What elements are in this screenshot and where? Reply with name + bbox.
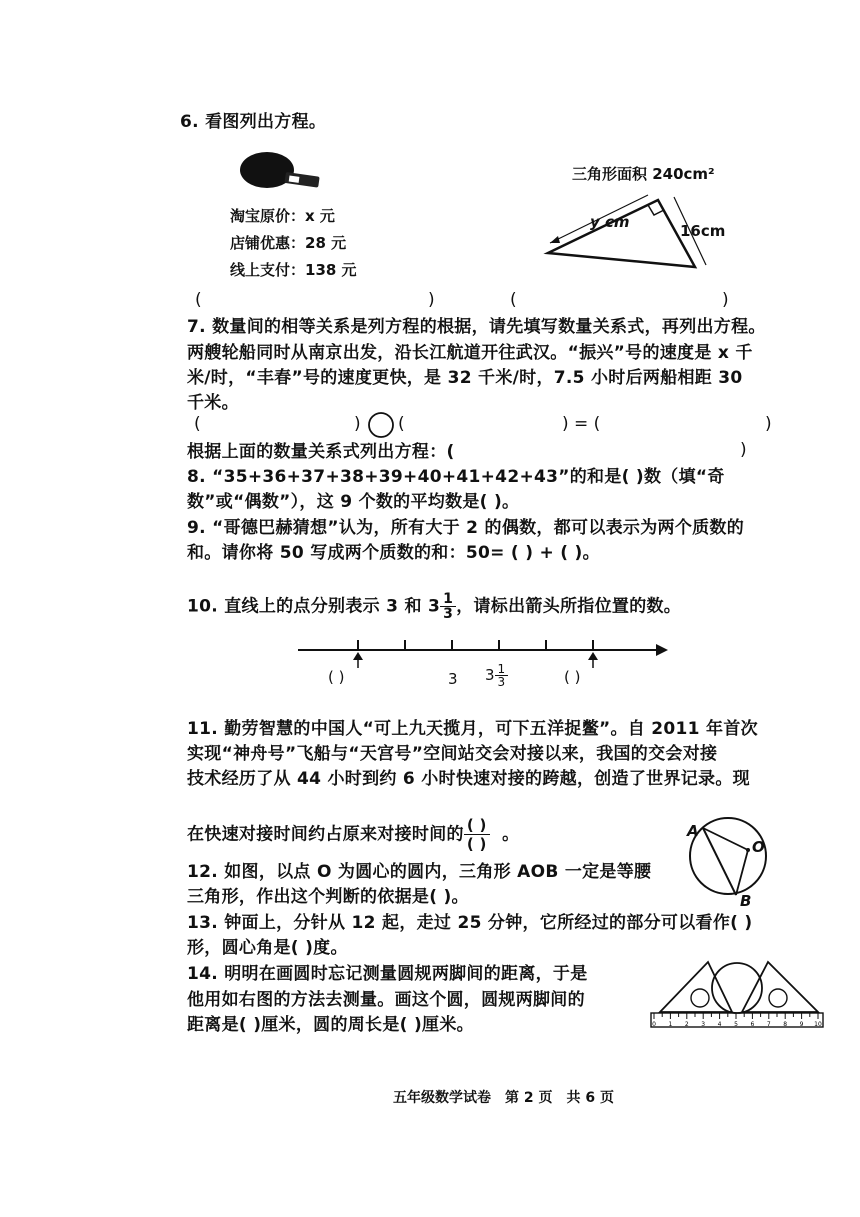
q11-tail: 。 [502, 824, 520, 845]
q9-line1: 9. “哥德巴赫猜想”认为，所有大于 2 的偶数，都可以表示为两个质数的 [187, 518, 745, 538]
q11-line4-text: 在快速对接时间约占原来对接时间的 [187, 824, 464, 845]
q6-triangle-side: y cm [590, 213, 630, 231]
q7-relation-mid: ) = ( [562, 414, 601, 434]
q6-title: 6. 看图列出方程。 [180, 112, 327, 132]
q11-fraction-num: ( ) [464, 816, 490, 835]
q6-price-discount: 店铺优惠：28 元 [230, 234, 347, 252]
ruler-label: 9 [799, 1021, 804, 1028]
q14-line1: 14. 明明在画圆时忘记测量圆规两脚间的距离，于是 [187, 964, 588, 984]
q10-label-mixed [485, 663, 508, 688]
q10-text-head: 10. 直线上的点分别表示 3 和 3 [187, 596, 441, 617]
q10-label-mixed-num: 1 [495, 663, 509, 676]
operator-circle [368, 412, 396, 440]
q10-answer-left: ( ) [328, 668, 345, 686]
q6-answer-left-open: ( [195, 290, 202, 310]
q7-line2: 两艘轮船同时从南京出发，沿长江航道开往武汉。“振兴”号的速度是 x 千 [187, 343, 753, 363]
q6-triangle-area: 三角形面积 240cm² [572, 165, 715, 183]
q14-line3: 距离是( )厘米，圆的周长是( )厘米。 [187, 1015, 474, 1035]
ruler-label: 3 [701, 1021, 706, 1028]
q6-answer-right-open: ( [510, 290, 517, 310]
q7-line4: 千米。 [187, 393, 239, 413]
q10-fraction-num: 1 [440, 592, 456, 607]
ruler-label: 1 [668, 1021, 673, 1028]
q11-line4 [187, 816, 519, 853]
q10-answer-right: ( ) [564, 668, 581, 686]
q11-line3: 技术经历了从 44 小时到约 6 小时快速对接的跨越，创造了世界记录。现 [187, 769, 750, 789]
ping-pong-paddle-icon [240, 148, 330, 193]
ruler-label: 8 [783, 1021, 788, 1028]
q10-text-tail: ，请标出箭头所指位置的数。 [456, 596, 682, 617]
q12-line2: 三角形，作出这个判断的依据是( )。 [187, 887, 469, 907]
ruler-label: 0 [652, 1021, 656, 1028]
ruler-label: 7 [766, 1021, 771, 1028]
ruler-set-square-diagram [650, 958, 826, 1038]
q6-triangle-height: 16cm [680, 222, 726, 240]
ruler-label: 10 [814, 1021, 822, 1028]
q7-equation-close: ) [740, 440, 747, 460]
q12-line1: 12. 如图，以点 O 为圆心的圆内，三角形 AOB 一定是等腰 [187, 862, 652, 882]
q8-line1: 8. “35+36+37+38+39+40+41+42+43”的和是( )数（填“奇 [187, 467, 725, 487]
q11-line2: 实现“神舟号”飞船与“天宫号”空间站交会对接以来，我国的交会对接 [187, 744, 718, 764]
q6-price-paid: 线上支付：138 元 [230, 261, 357, 279]
q12-label-o: O [752, 838, 765, 856]
q13-line1: 13. 钟面上，分针从 12 起，走过 25 分钟，它所经过的部分可以看作( ) [187, 913, 753, 933]
q10-label-3: 3 [448, 670, 458, 688]
q7-equation-label: 根据上面的数量关系式列出方程：( [187, 442, 455, 462]
q7-line1: 7. 数量间的相等关系是列方程的根据，请先填写数量关系式，再列出方程。 [187, 317, 766, 337]
q10-label-mixed-den: 3 [497, 675, 506, 689]
q10-label-mixed-frac [495, 663, 509, 688]
page-footer: 五年级数学试卷 第 2 页 共 6 页 [393, 1090, 614, 1106]
q14-line2: 他用如右图的方法去测量。画这个圆，圆规两脚间的 [187, 990, 585, 1010]
ruler-label: 6 [750, 1021, 755, 1028]
q7-relation-close-1: ) [354, 414, 361, 434]
q10-fraction [440, 592, 456, 621]
q7-line3: 米/时，“丰春”号的速度更快，是 32 千米/时，7.5 小时后两船相距 30 [187, 368, 743, 388]
q10-fraction-den: 3 [443, 606, 454, 622]
q8-line2: 数”或“偶数”），这 9 个数的平均数是( )。 [187, 492, 520, 512]
q10-label-mixed-whole: 3 [485, 666, 495, 684]
q10-text [187, 592, 681, 621]
q12-label-b: B [740, 892, 752, 910]
q7-relation-close-3: ) [765, 414, 772, 434]
ruler-label: 4 [717, 1021, 722, 1028]
ruler-label: 5 [734, 1021, 738, 1028]
q11-fraction [464, 816, 490, 853]
q11-line1: 11. 勤劳智慧的中国人“可上九天揽月，可下五洋捉鳖”。自 2011 年首次 [187, 719, 758, 739]
q12-label-a: A [687, 822, 699, 840]
q9-line2: 和。请你将 50 写成两个质数的和：50= ( ) + ( )。 [187, 543, 600, 563]
q7-relation-open-1: ( [194, 414, 201, 434]
q6-answer-right-close: ) [722, 290, 729, 310]
ruler-label: 2 [684, 1021, 689, 1028]
q13-line2: 形，圆心角是( )度。 [187, 938, 348, 958]
q11-fraction-den: ( ) [466, 835, 487, 853]
q6-answer-left-close: ) [428, 290, 435, 310]
q6-price-original: 淘宝原价：x 元 [230, 207, 335, 225]
q7-relation-open-2: ( [398, 414, 405, 434]
